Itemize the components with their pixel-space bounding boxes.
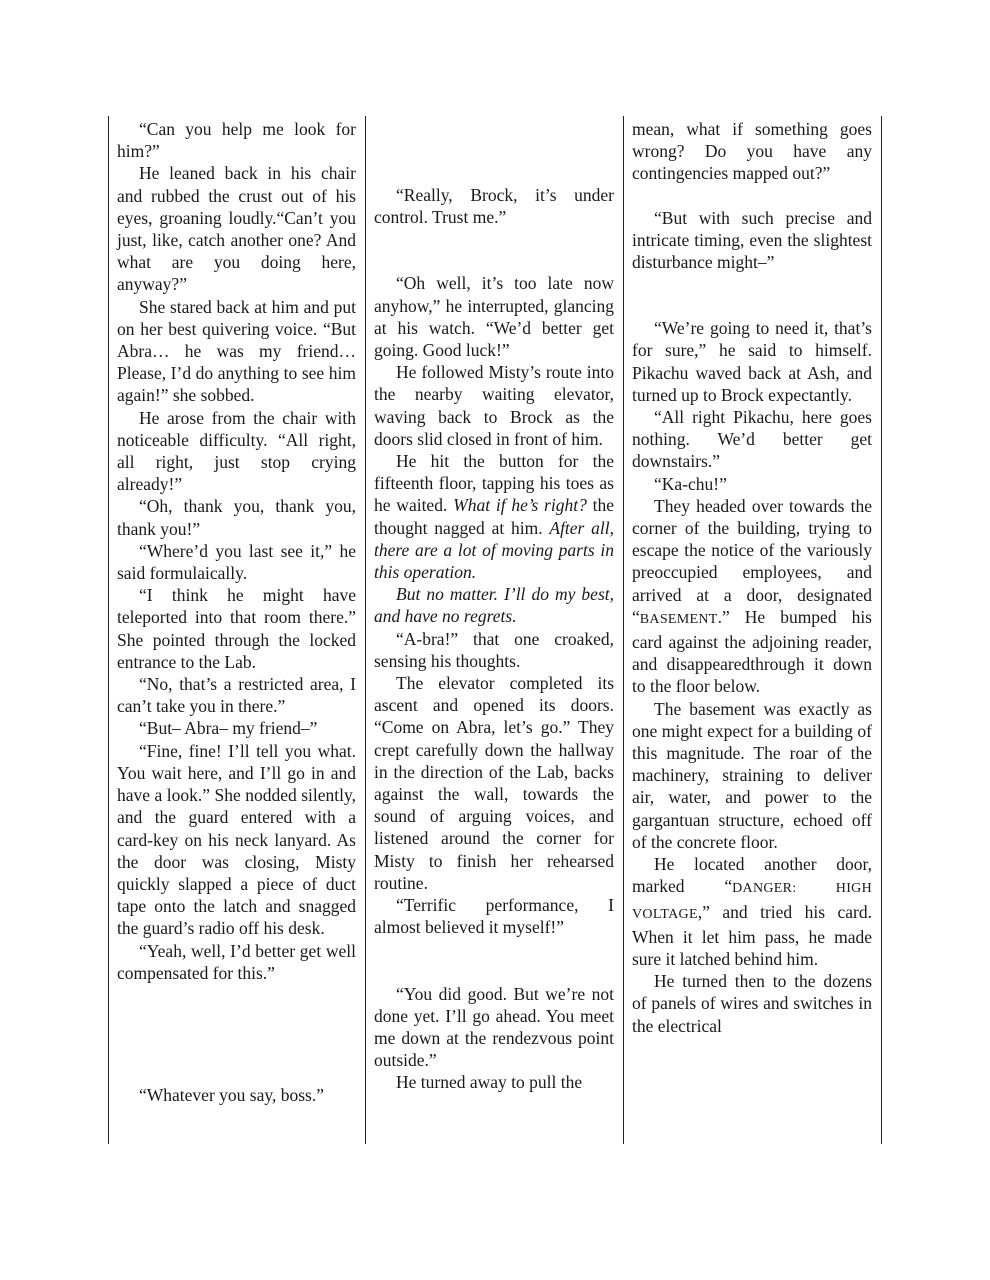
paragraph: “A-bra!” that one croaked, sensing his thoughts. — [374, 628, 614, 671]
paragraph: “You did good. But we’re not done yet. I’ll go ahead. You meet me down at the rendezvous point outside.” — [374, 983, 614, 1071]
paragraph: The elevator completed its ascent and opened its doors. “Come on Abra, let’s go.” They crept carefully down the hallway in the direction of the Lab, backs against the wall, towards the sound of arguing voices, and listened around the corner for Misty to finish her rehearsed routine. — [374, 673, 614, 893]
paragraph: “Terrific performance, I almost believed it myself!” — [374, 895, 614, 938]
paragraph-italic — [374, 583, 614, 627]
text-run: .” He bumped his card against the adjoining reader, and disappearedthrough it down to the floor below. — [632, 606, 872, 697]
paragraph: mean, what if something goes wrong? Do you have any contingencies mapped out?” — [632, 119, 872, 184]
paragraph: He turned then to the dozens of panels of wires and switches in the electrical — [632, 971, 872, 1036]
paragraph: “Can you help me look for him?” — [117, 119, 356, 162]
paragraph: He leaned back in his chair and rubbed the crust out of his eyes, groaning loudly.“Can’t you just, like, catch another one? And what are you doing here, anyway?” — [117, 163, 356, 295]
italic-thought: What if he’s right? — [453, 495, 587, 516]
paragraph: She stared back at him and put on her best quivering voice. “But Abra… he was my friend… Please, I’d do anything to see him again!” she sobbed. — [117, 296, 356, 406]
paragraph: “Whatever you say, boss.” — [139, 1084, 324, 1105]
paragraph — [374, 450, 614, 583]
text-run: He located another door, marked “ — [632, 854, 872, 897]
column-right — [624, 116, 882, 1144]
text-run: He hit the button for the fifteenth floor, tapping his toes as he waited. — [374, 451, 614, 516]
paragraph: “I think he might have teleported into that room there.” She pointed through the locked entrance to the Lab. — [117, 585, 356, 672]
paragraph — [632, 853, 872, 970]
paragraph: “We’re going to need it, that’s for sure,” he said to himself. Pikachu waved back at Ash, and turned up to Brock expectantly. — [632, 318, 872, 405]
paragraph: “Ka-chu!” — [654, 473, 727, 494]
paragraph: “Where’d you last see it,” he said formulaically. — [117, 540, 356, 584]
column-left — [108, 116, 366, 1144]
spacer — [374, 228, 614, 272]
italic-thought: After all, there are a lot of moving parts in this operation. — [374, 517, 614, 583]
text-run: the thought nagged at him. — [374, 495, 615, 538]
paragraph: “No, that’s a restricted area, I can’t take you in there.” — [117, 674, 356, 717]
paragraph: “But– Abra– my friend–” — [139, 718, 318, 739]
spacer — [374, 939, 614, 983]
sign-text: BASEMENT — [639, 611, 718, 627]
paragraph: “But with such precise and intricate timing, even the slightest disturbance might–” — [632, 207, 872, 273]
italic-thought: But no matter. I’ll do my best, and have no regrets. — [374, 584, 614, 627]
text-run: They headed over towards the corner of the building, trying to escape the notice of the variously preoccupied employees, and arrived at a door, designated “ — [632, 495, 872, 627]
column-middle — [366, 116, 624, 1144]
paragraph: “Fine, fine! I’ll tell you what. You wait here, and I’ll go in and have a look.” She nodded silently, and the guard entered with a card-key on his neck lanyard. As the door was closing, Misty quickly slapped a piece of duct tape onto the latch and snagged the guard’s radio off his desk. — [117, 740, 356, 939]
paragraph: “Yeah, well, I’d better get well compensated for this.” — [117, 940, 356, 983]
paragraph: “Oh, thank you, thank you, thank you!” — [117, 496, 356, 539]
spacer — [632, 185, 872, 207]
paragraph — [632, 495, 872, 698]
paragraph: He turned away to pull the — [396, 1072, 583, 1093]
paragraph: “Oh well, it’s too late now anyhow,” he interrupted, glancing at his watch. “We’d better get going. Good luck!” — [374, 273, 614, 361]
spacer — [117, 984, 356, 1084]
paragraph: “All right Pikachu, here goes nothing. We’d better get downstairs.” — [632, 407, 872, 472]
paragraph: He followed Misty’s route into the nearby waiting elevator, waving back to Brock as the doors slid closed in front of him. — [374, 362, 614, 449]
text-run: ,” and tried his card. When it let him pass, he made sure it latched behind him. — [632, 901, 872, 969]
paragraph: “Really, Brock, it’s under control. Trust me.” — [374, 185, 614, 228]
spacer — [374, 118, 614, 184]
paragraph: He arose from the chair with noticeable difficulty. “All right, all right, just stop crying already!” — [117, 407, 356, 495]
sign-text: DANGER: HIGH VOLTAGE — [632, 881, 872, 922]
paragraph: The basement was exactly as one might expect for a building of this magnitude. The roar of the machinery, straining to deliver air, water, and power to the gargantuan structure, echoed off of the concrete floor. — [632, 698, 872, 852]
spacer — [632, 273, 872, 317]
